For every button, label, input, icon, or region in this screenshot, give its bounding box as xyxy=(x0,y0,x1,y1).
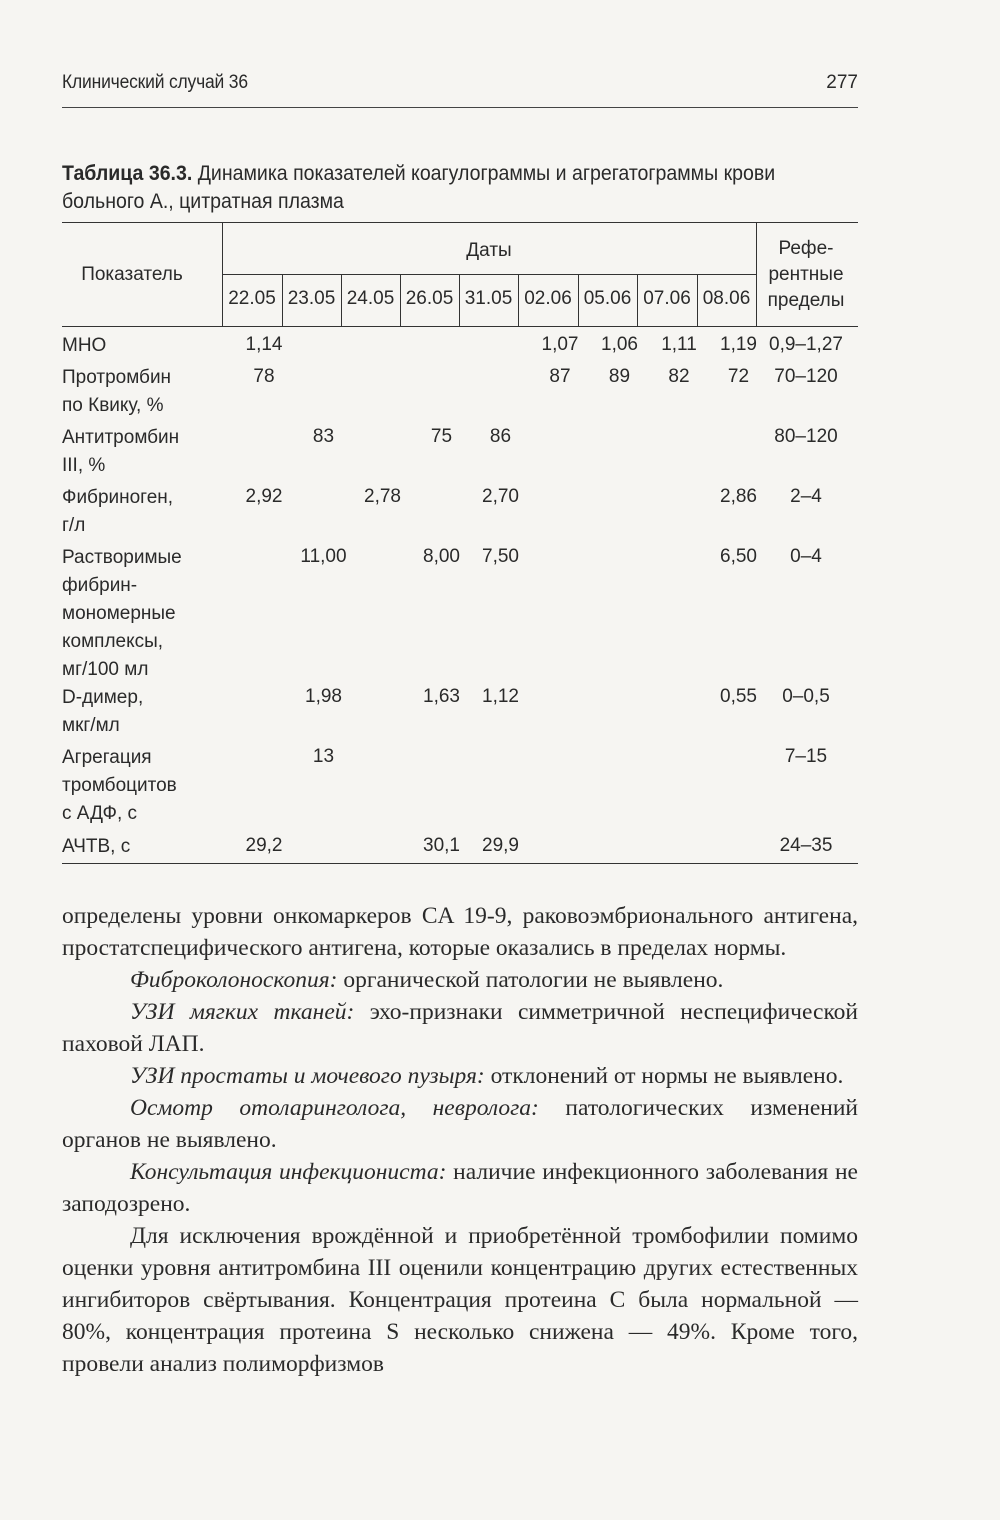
row-label: г/л xyxy=(62,515,86,536)
paragraph-7: Для исключения врождённой и приобретённой тромбофилии помимо оценки уровня антитромбина III оценили концентрацию других естественных ингибиторов свёртывания. Концентрация протеина С была нормальной — 80%, концентрация протеина S несколько снижена — 49%. Кроме того, провели анализ полиморфизмов xyxy=(62,1223,858,1377)
table-cell-value: 1,14 xyxy=(245,334,283,355)
date-header: 31.05 xyxy=(464,288,513,309)
paragraph-2-italic: Фиброколоноскопия: xyxy=(130,967,338,993)
date-header: 05.06 xyxy=(583,288,632,309)
row-label: Протромбин xyxy=(62,367,172,388)
date-column-separator xyxy=(578,274,579,326)
date-column-separator xyxy=(637,274,638,326)
row-label: тромбоцитов xyxy=(62,775,177,796)
table-cell-value: 30,1 xyxy=(423,835,460,856)
reference-range-value: 7–15 xyxy=(784,746,828,767)
table-cell-value: 2,70 xyxy=(482,486,519,507)
reference-range-value: 70–120 xyxy=(774,366,838,387)
paragraph-5-text: патологических изменений органов не выявлено. xyxy=(62,1095,858,1153)
table-cell-value: 0,55 xyxy=(720,686,757,707)
reference-column-header-line3: пределы xyxy=(767,290,845,311)
paragraph-2 xyxy=(62,964,858,996)
table-bottom-rule xyxy=(62,863,858,864)
table-cell-value: 83 xyxy=(312,426,335,447)
table-cell-value: 78 xyxy=(253,366,275,387)
table-caption-text: Динамика показателей коагулограммы и агрегатограммы крови больного А., цитратная плазма xyxy=(62,162,776,213)
date-column-separator xyxy=(341,274,342,326)
row-label: АЧТВ, с xyxy=(62,836,131,857)
date-column-separator xyxy=(282,274,283,326)
date-column-separator xyxy=(518,274,519,326)
paragraph-6 xyxy=(62,1156,858,1220)
table-cell-value: 13 xyxy=(312,746,335,767)
paragraph-6-text: наличие инфекционного заболевания не заподозрено. xyxy=(62,1159,858,1217)
table-cell-value: 29,9 xyxy=(482,835,519,856)
table-cell-value: 11,00 xyxy=(300,546,347,567)
dates-left-border xyxy=(222,222,223,326)
row-label: комплексы, xyxy=(62,631,164,652)
date-header: 26.05 xyxy=(405,288,454,309)
table-cell-value: 1,98 xyxy=(305,686,342,707)
table-cell-value: 75 xyxy=(430,426,453,447)
table-cell-value: 86 xyxy=(489,426,512,447)
date-header: 02.06 xyxy=(524,288,572,309)
table-caption-label: Таблица 36.3. xyxy=(62,162,193,185)
reference-column-header-line2: рентные xyxy=(768,264,844,285)
row-label: мономерные xyxy=(62,603,176,624)
row-label: МНО xyxy=(62,335,107,356)
paragraph-4-text: отклонений от нормы не выявлено. xyxy=(484,1063,844,1089)
page-number: 277 xyxy=(826,72,858,93)
dates-right-border xyxy=(756,222,757,326)
table-cell-value: 89 xyxy=(608,366,631,387)
paragraph-5 xyxy=(62,1092,858,1156)
table-cell-value: 6,50 xyxy=(720,546,757,567)
row-label: фибрин- xyxy=(62,575,138,596)
table-cell-value: 1,19 xyxy=(720,334,757,355)
paragraph-3-italic: УЗИ мягких тканей: xyxy=(130,999,355,1025)
row-label: с АДФ, с xyxy=(62,803,138,824)
table-top-rule xyxy=(62,222,858,223)
reference-column-header-line1: Рефе- xyxy=(778,238,834,259)
row-label: D-димер, xyxy=(62,687,144,708)
table-cell-value: 1,63 xyxy=(423,686,460,707)
date-header: 24.05 xyxy=(346,288,395,309)
paragraph-4-italic: УЗИ простаты и мочевого пузыря: xyxy=(130,1063,485,1089)
table-cell-value: 82 xyxy=(668,366,690,387)
row-label: по Квику, % xyxy=(62,395,164,416)
date-column-separator xyxy=(400,274,401,326)
reference-range-value: 0–0,5 xyxy=(782,686,830,707)
table-caption xyxy=(62,160,802,216)
table-cell-value: 2,78 xyxy=(364,486,401,507)
row-label: Агрегация xyxy=(62,747,152,768)
date-header: 23.05 xyxy=(287,288,336,309)
table-cell-value: 72 xyxy=(727,366,750,387)
dates-divider-rule xyxy=(222,274,756,275)
reference-range-value: 24–35 xyxy=(779,835,833,856)
reference-range-value: 2–4 xyxy=(790,486,822,507)
date-header: 22.05 xyxy=(228,288,276,309)
coagulation-table xyxy=(62,222,858,864)
reference-range-value: 0–4 xyxy=(790,546,822,567)
paragraph-1: определены уровни онкомаркеров CA 19-9, раковоэмбрионального антигена, простатспецифического антигена, которые оказались в пределах нормы. xyxy=(62,903,858,961)
paragraph-3-text: эхо-признаки симметричной неспецифической паховой ЛАП. xyxy=(62,999,858,1057)
date-header: 07.06 xyxy=(643,288,691,309)
table-cell-value: 1,12 xyxy=(482,686,519,707)
table-cell-value: 1,11 xyxy=(661,334,697,355)
table-cell-value: 1,06 xyxy=(601,334,638,355)
table-cell-value: 29,2 xyxy=(245,835,283,856)
table-cell-value: 8,00 xyxy=(423,546,460,567)
reference-range-value: 80–120 xyxy=(774,426,838,447)
table-cell-value: 1,07 xyxy=(541,334,579,355)
table-cell-value: 2,86 xyxy=(720,486,757,507)
date-header: 08.06 xyxy=(702,288,751,309)
date-column-separator xyxy=(459,274,460,326)
paragraph-6-italic: Консультация инфекциониста: xyxy=(130,1159,447,1185)
row-label: Антитромбин xyxy=(62,427,180,448)
date-column-separator xyxy=(697,274,698,326)
paragraph-5-italic: Осмотр отоларинголога, невролога: xyxy=(130,1095,539,1121)
row-label: Фибриноген, xyxy=(62,487,174,508)
paragraph-3 xyxy=(62,996,858,1060)
table-cell-value: 87 xyxy=(549,366,571,387)
header-rule xyxy=(62,107,858,108)
body-text xyxy=(62,900,858,1380)
table-header-bottom-rule xyxy=(62,326,858,327)
row-label: мг/100 мл xyxy=(62,659,149,680)
row-label: мкг/мл xyxy=(62,715,120,736)
paragraph-4 xyxy=(62,1060,858,1092)
row-label: Растворимые xyxy=(62,547,182,568)
table-cell-value: 2,92 xyxy=(245,486,283,507)
dates-column-header: Даты xyxy=(466,240,512,261)
row-label: III, % xyxy=(62,455,106,476)
reference-range-value: 0,9–1,27 xyxy=(769,334,843,355)
table-cell-value: 7,50 xyxy=(482,546,519,567)
paragraph-2-text: органической патологии не выявлено. xyxy=(337,967,724,993)
indicator-column-header: Показатель xyxy=(81,264,183,285)
running-title: Клинический случай 36 xyxy=(62,72,248,93)
